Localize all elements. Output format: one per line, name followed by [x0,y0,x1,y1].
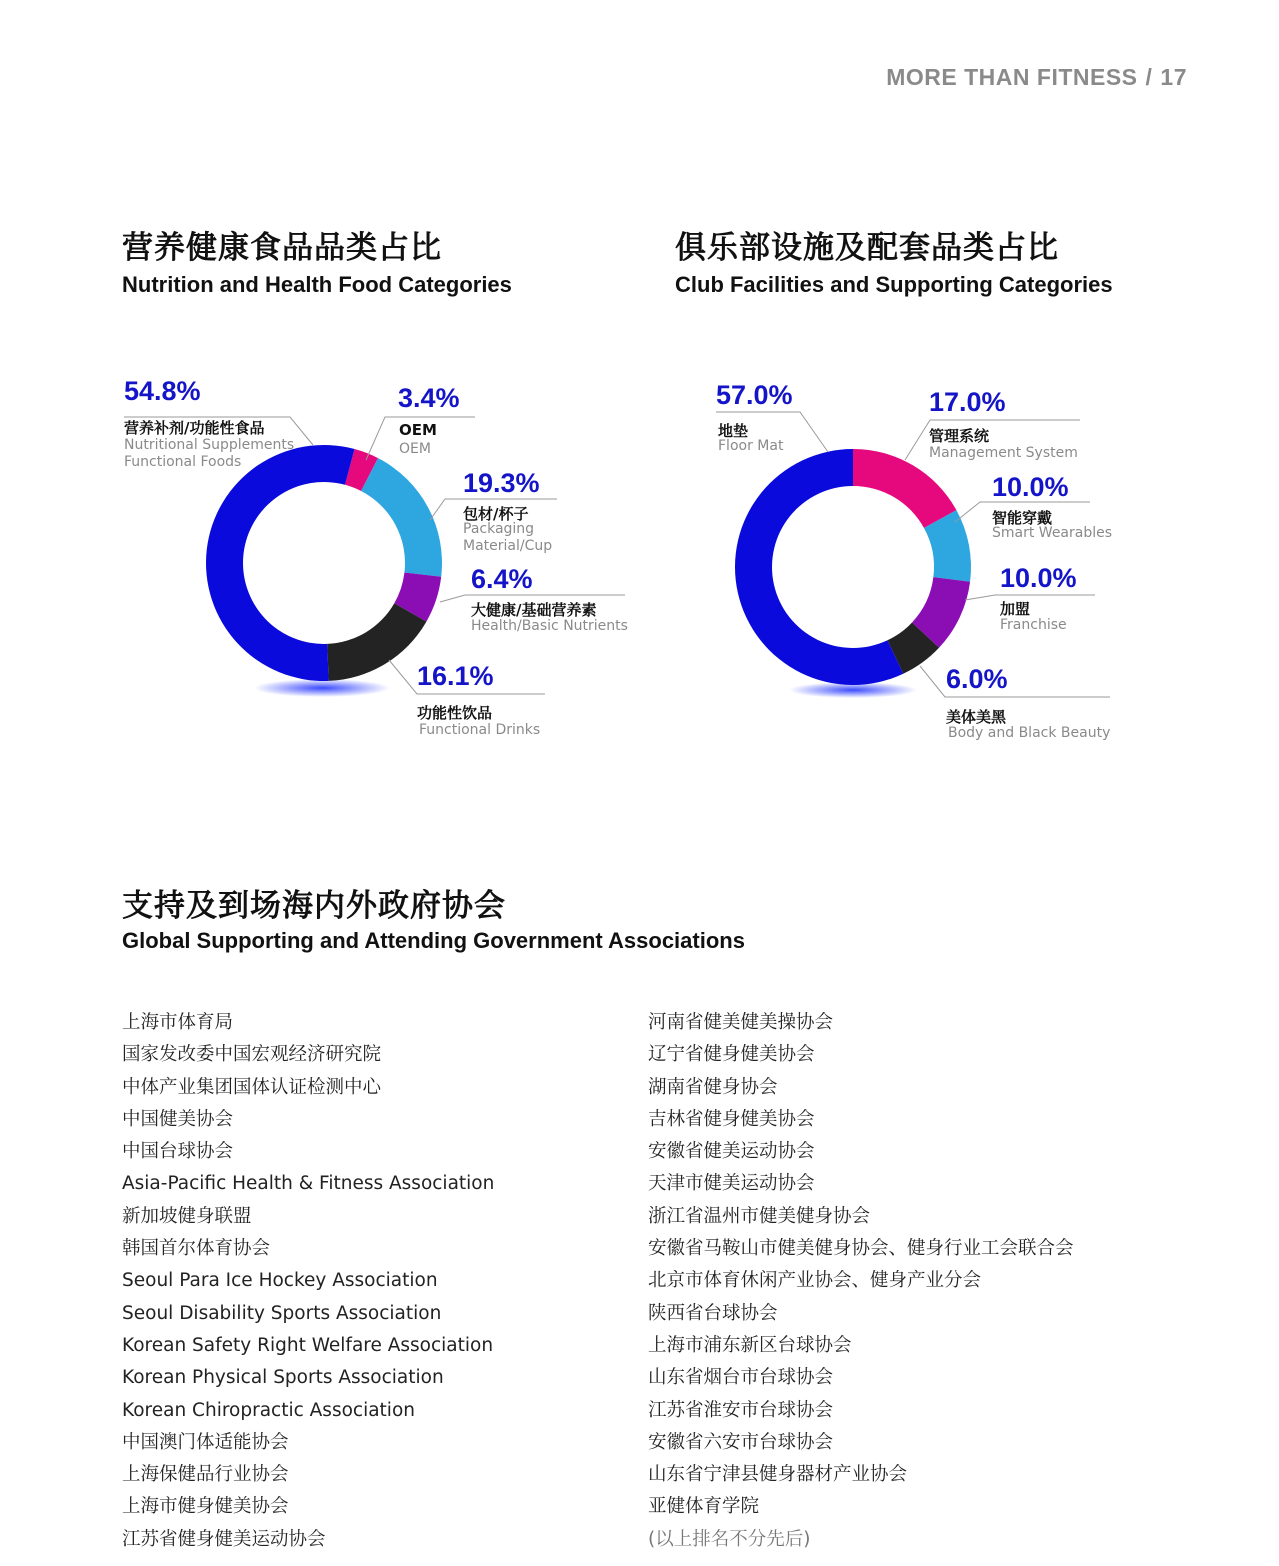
association-item: 辽宁省健身健美协会 [648,1044,815,1066]
association-item: 江苏省健身健美运动协会 [122,1528,326,1550]
association-item: 上海市浦东新区台球协会 [648,1334,852,1356]
association-item: 山东省烟台市台球协会 [648,1367,834,1389]
associations-list-right [648,1008,1074,1557]
nutrition-title-en: Nutrition and Health Food Categories [122,272,512,297]
association-item: 江苏省淮安市台球协会 [648,1399,834,1421]
association-item: 安徽省马鞍山市健美健身协会、健身行业工会联合会 [648,1238,1074,1260]
nutrition-title-cn: 营养健康食品品类占比 [122,230,442,266]
nutrition-label-supplements-en [124,437,294,471]
nutrition-label-oem-cn: OEM [399,421,437,439]
association-item: Asia-Pacific Health & Fitness Association [122,1173,495,1195]
club-label-body-cn: 美体美黑 [946,708,1007,726]
association-item: 上海市健身健美协会 [122,1496,289,1518]
label-en-line: Floor Mat [718,438,784,454]
page-number: 17 [1160,64,1187,90]
label-en-line: Material/Cup [463,538,553,554]
donut-slice [361,458,442,577]
nutrition-label-oem-en [399,441,431,458]
association-item: 中国澳门体适能协会 [122,1431,289,1453]
association-item: 新加坡健身联盟 [122,1205,252,1227]
associations-title-cn: 支持及到场海内外政府协会 [122,888,506,924]
association-item: 中国健美协会 [122,1108,234,1130]
nutrition-label-health-cn: 大健康/基础营养素 [471,601,597,619]
association-item: 吉林省健身健美协会 [648,1108,815,1130]
association-item: 韩国首尔体育协会 [122,1238,271,1260]
label-en-line: Functional Foods [124,454,242,470]
club-label-wearables-cn: 智能穿戴 [992,509,1053,527]
association-item: 上海市体育局 [122,1012,234,1033]
nutrition-label-packaging-cn: 包材/杯子 [463,505,529,523]
nutrition-label-health-en [471,618,628,635]
association-item: Seoul Para Ice Hockey Association [122,1270,438,1292]
nutrition-pct-packaging: 19.3% [463,468,540,498]
label-en-line: Nutritional Supplements [124,437,295,453]
nutrition-pct-supplements: 54.8% [124,376,201,406]
club-label-floormat-en [718,438,783,455]
club-label-management-cn: 管理系统 [929,427,990,445]
association-item: 天津市健美运动协会 [648,1173,815,1195]
club-pct-floormat: 57.0% [716,380,793,410]
association-item: 亚健体育学院 [648,1496,760,1518]
club-pct-wearables: 10.0% [992,472,1069,502]
association-item: 中体产业集团国体认证检测中心 [122,1076,382,1098]
nutrition-label-drinks-en [419,722,540,739]
chart-glow [254,679,390,697]
club-label-body-en [948,725,1110,742]
ranking-note: (以上排名不分先后) [648,1528,811,1550]
label-en-line: Packaging [463,521,535,537]
nutrition-label-packaging-en [463,521,552,555]
associations-list-left [122,1008,494,1557]
association-item: 国家发改委中国宏观经济研究院 [122,1044,382,1066]
club-label-wearables-en [992,525,1112,542]
club-pct-franchise: 10.0% [1000,563,1077,593]
label-en-line: Smart Wearables [992,525,1113,541]
association-item: Seoul Disability Sports Association [122,1302,442,1324]
association-item: Korean Chiropractic Association [122,1399,415,1421]
association-item: 陕西省台球协会 [648,1302,778,1324]
club-title-cn: 俱乐部设施及配套品类占比 [675,230,1059,266]
label-en-line: OEM [399,441,431,457]
label-en-line: Management System [929,445,1078,461]
association-item: Korean Physical Sports Association [122,1367,444,1389]
association-item: 山东省宁津县健身器材产业协会 [648,1464,908,1486]
label-en-line: Functional Drinks [419,722,541,738]
club-label-franchise-cn: 加盟 [1000,600,1031,618]
label-en-line: Franchise [1000,617,1067,633]
association-item: 上海保健品行业协会 [122,1464,289,1486]
associations-title-en: Global Supporting and Attending Government Associations [122,928,745,953]
club-label-floormat-cn: 地垫 [718,422,749,440]
nutrition-pct-drinks: 16.1% [417,661,494,691]
association-item: Korean Safety Right Welfare Association [122,1334,494,1356]
association-item: 河南省健美健美操协会 [648,1012,834,1033]
donut-slice [327,603,426,681]
club-pct-body: 6.0% [946,664,1008,694]
club-label-franchise-en [1000,617,1067,634]
club-pct-management: 17.0% [929,387,1006,417]
nutrition-pct-health: 6.4% [471,564,533,594]
association-item: 安徽省六安市台球协会 [648,1431,834,1453]
header-separator: / [1145,64,1153,90]
club-title-en: Club Facilities and Supporting Categories [675,272,1113,297]
nutrition-label-drinks-cn: 功能性饮品 [417,704,493,722]
nutrition-label-supplements-cn: 营养补剂/功能性食品 [124,419,265,437]
label-en-line: Health/Basic Nutrients [471,618,628,634]
association-item: 北京市体育休闲产业协会、健身产业分会 [648,1270,982,1292]
association-item: 中国台球协会 [122,1141,234,1163]
nutrition-pct-oem: 3.4% [398,383,460,413]
club-label-management-en [929,445,1078,462]
nutrition-donut-chart [0,0,640,780]
label-en-line: Body and Black Beauty [948,725,1111,741]
header-title: MORE THAN FITNESS [886,64,1138,90]
association-item: 浙江省温州市健美健身协会 [648,1205,871,1227]
association-item: 安徽省健美运动协会 [648,1141,815,1163]
association-item: 湖南省健身协会 [648,1076,778,1098]
